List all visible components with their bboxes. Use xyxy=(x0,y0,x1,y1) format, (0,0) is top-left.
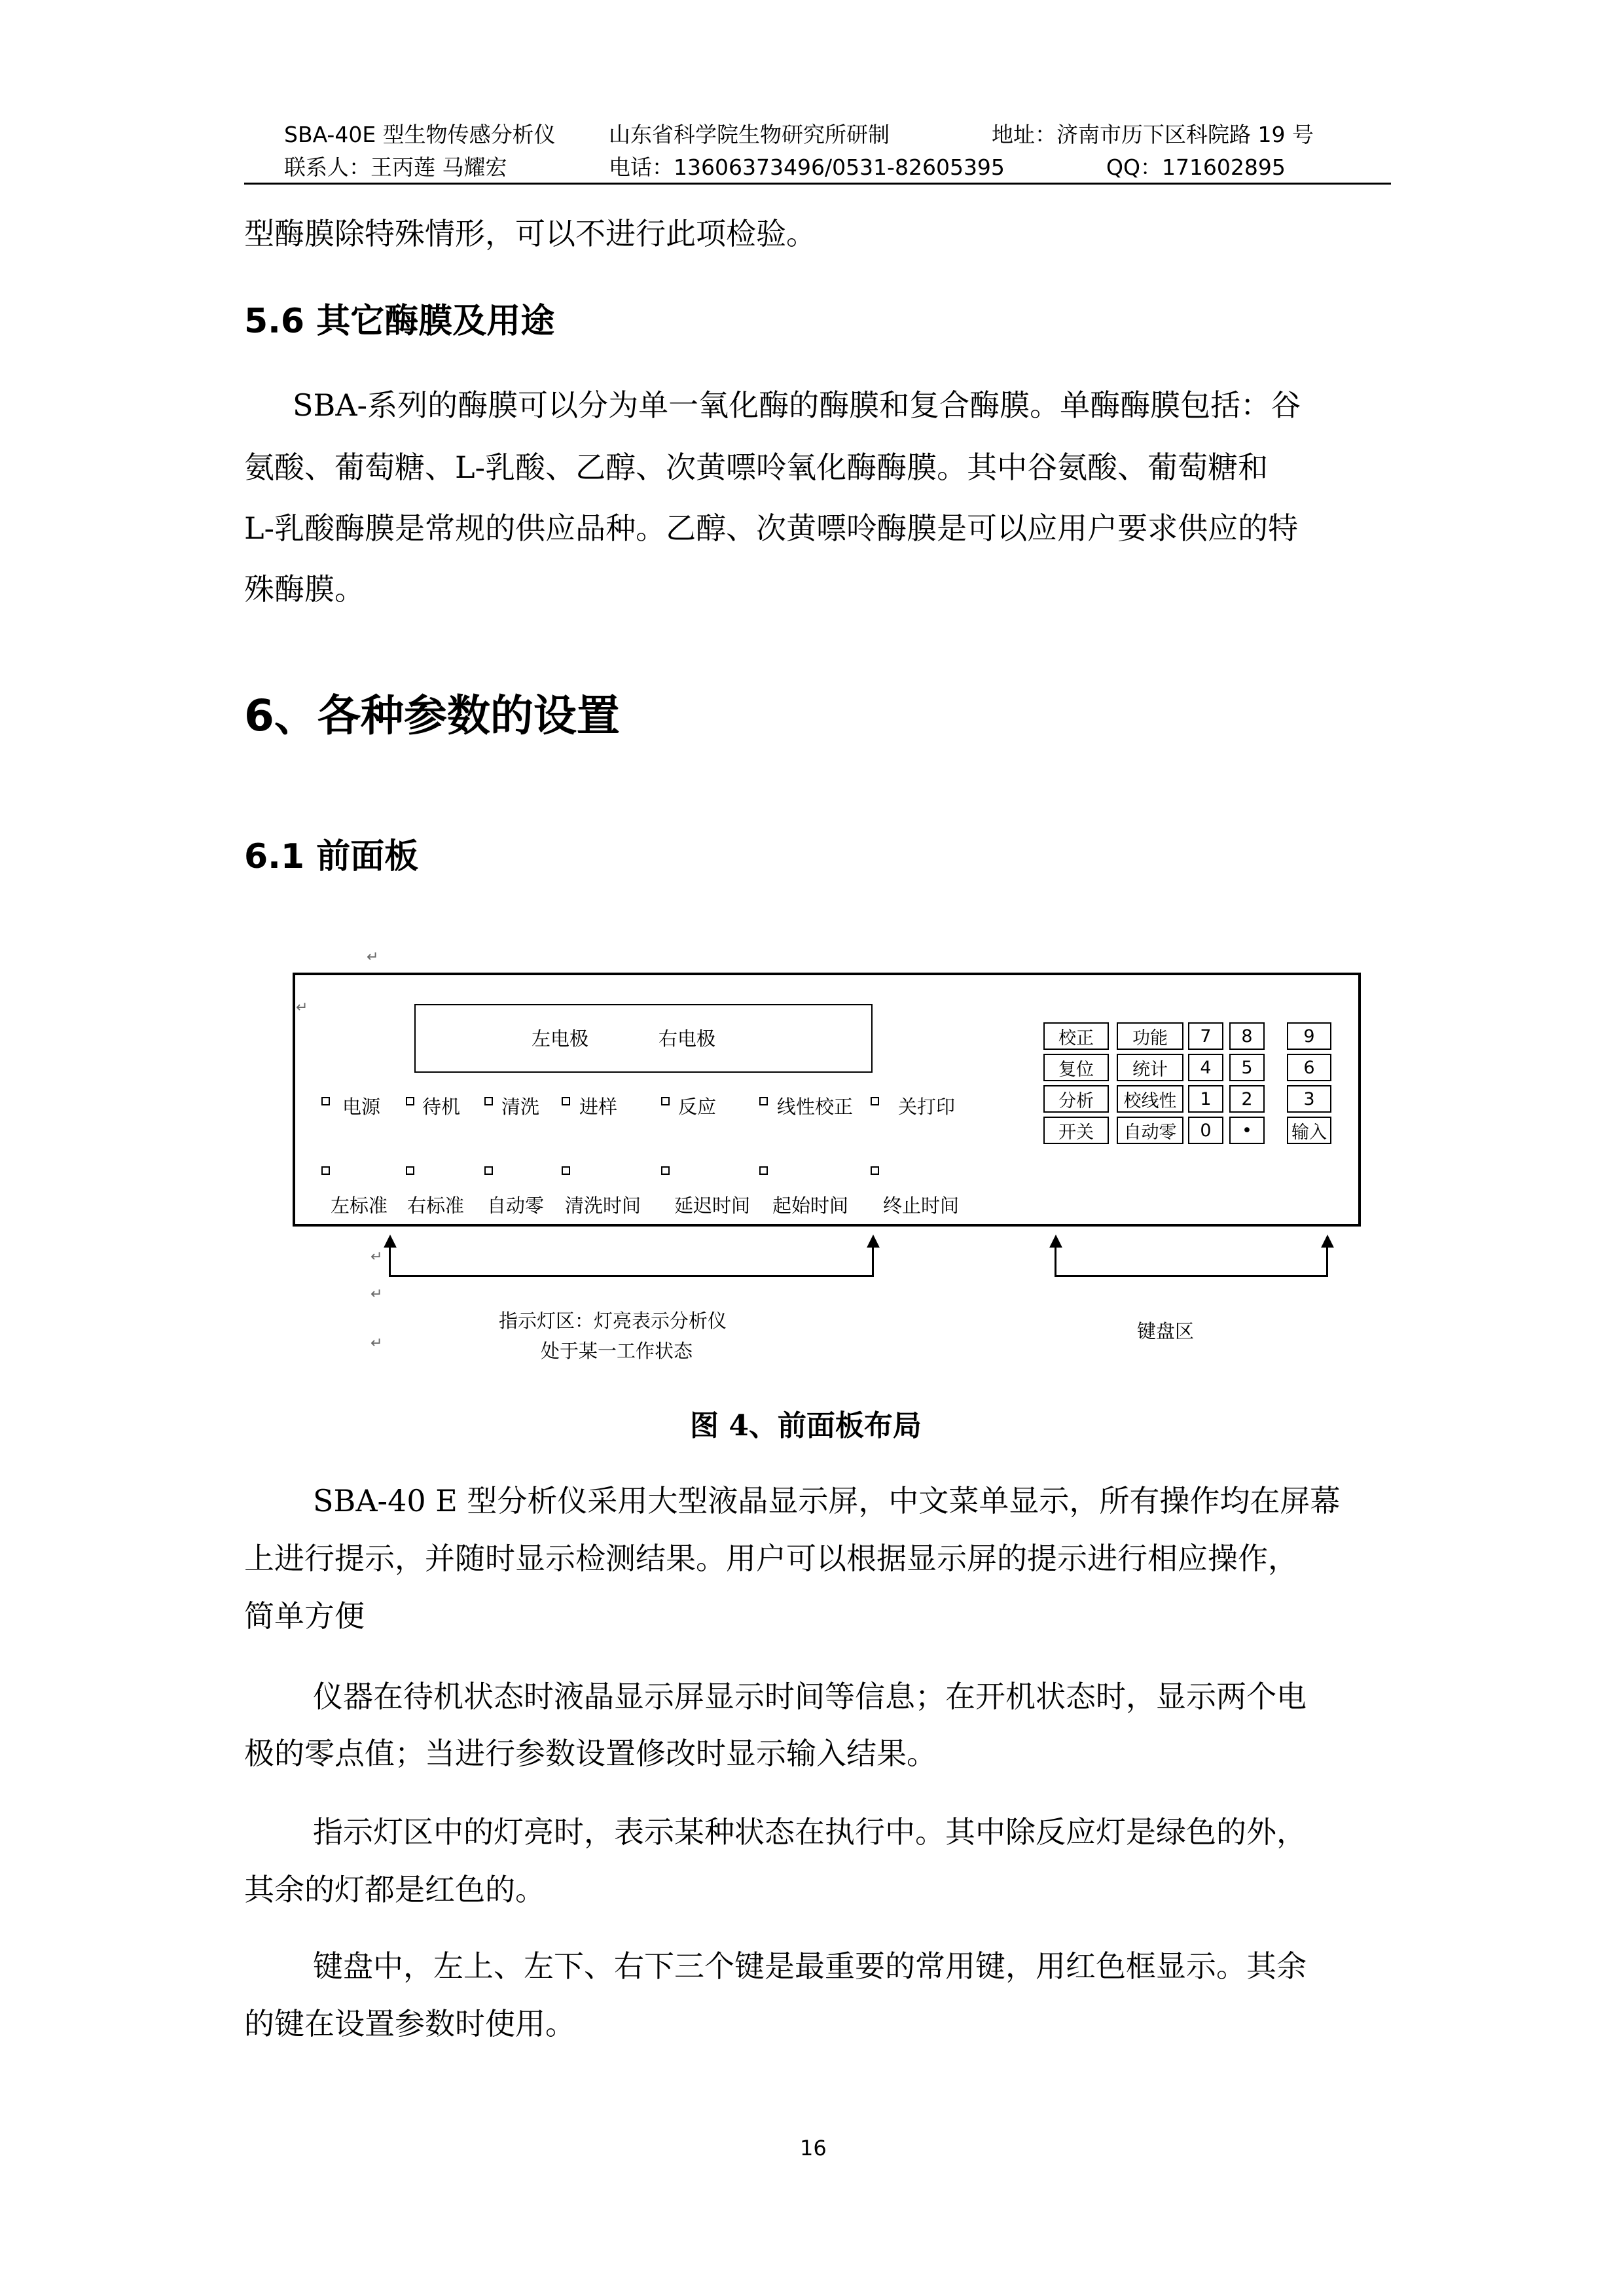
key-3[interactable]: 3 xyxy=(1287,1085,1331,1113)
return-mark: ↵ xyxy=(370,1249,383,1265)
indicator-label: 自动零 xyxy=(487,1194,545,1217)
continued-text: 型酶膜除特殊情形，可以不进行此项检验。 xyxy=(244,216,816,251)
indicator-label: 线性校正 xyxy=(777,1096,854,1118)
paragraph-line: 上进行提示，并随时显示检测结果。用户可以根据显示屏的提示进行相应操作， xyxy=(244,1541,1298,1576)
indicator-light xyxy=(321,1166,330,1175)
indicator-label: 清洗 xyxy=(501,1096,540,1118)
arrow-up-icon: ▲ xyxy=(384,1230,397,1250)
indicator-light xyxy=(871,1166,879,1175)
section-5-6-line: 氨酸、葡萄糖、L-乳酸、乙醇、次黄嘌呤氧化酶酶膜。其中谷氨酸、葡萄糖和 xyxy=(244,450,1269,485)
header-rule xyxy=(244,183,1391,185)
indicator-area-label: 处于某一工作状态 xyxy=(541,1340,693,1362)
indicator-label: 关打印 xyxy=(898,1096,956,1118)
key-2[interactable]: 2 xyxy=(1229,1085,1265,1113)
indicator-light xyxy=(759,1097,768,1105)
paragraph-line: 仪器在待机状态时液晶显示屏显示时间等信息；在开机状态时，显示两个电 xyxy=(313,1679,1307,1714)
indicator-light xyxy=(871,1097,879,1105)
indicator-light xyxy=(406,1166,414,1175)
key-8[interactable]: 8 xyxy=(1229,1022,1265,1050)
return-mark: ↵ xyxy=(370,1286,383,1302)
key-decimal[interactable]: • xyxy=(1229,1117,1265,1144)
section-5-6-line: SBA-系列的酶膜可以分为单一氧化酶的酶膜和复合酶膜。单酶酶膜包括：谷 xyxy=(293,387,1301,423)
indicator-light xyxy=(484,1097,493,1105)
key-4[interactable]: 4 xyxy=(1188,1054,1223,1081)
keyboard-bracket-bottom xyxy=(1055,1275,1328,1277)
arrow-up-icon: ▲ xyxy=(1321,1230,1334,1250)
indicator-label: 右标准 xyxy=(407,1194,465,1217)
return-mark: ↵ xyxy=(296,999,308,1016)
indicator-light xyxy=(484,1166,493,1175)
section-heading-6: 6、各种参数的设置 xyxy=(244,691,620,741)
paragraph-line: 其余的灯都是红色的。 xyxy=(244,1872,545,1907)
indicator-label: 终止时间 xyxy=(883,1194,960,1217)
section-heading-5-6: 5.6 其它酶膜及用途 xyxy=(244,302,555,341)
key-1[interactable]: 1 xyxy=(1188,1085,1223,1113)
key-analyze[interactable]: 分析 xyxy=(1043,1085,1109,1113)
indicator-label: 延迟时间 xyxy=(674,1194,751,1217)
key-function[interactable]: 功能 xyxy=(1117,1022,1183,1050)
lcd-left-electrode: 左电极 xyxy=(532,1028,589,1050)
indicator-label: 进样 xyxy=(579,1096,618,1118)
key-power[interactable]: 开关 xyxy=(1043,1117,1109,1144)
indicator-area-label: 指示灯区：灯亮表示分析仪 xyxy=(499,1310,727,1332)
header-phone: 电话：13606373496/0531-82605395 xyxy=(609,154,1005,180)
arrow-up-icon: ▲ xyxy=(1049,1230,1062,1250)
return-mark: ↵ xyxy=(370,1335,383,1352)
indicator-label: 反应 xyxy=(678,1096,717,1118)
indicator-label: 左标准 xyxy=(331,1194,388,1217)
key-enter[interactable]: 输入 xyxy=(1287,1117,1331,1144)
indicator-bracket-bottom xyxy=(389,1275,874,1277)
header-qq: QQ：171602895 xyxy=(1106,154,1286,180)
key-9[interactable]: 9 xyxy=(1287,1022,1331,1050)
paragraph-line: 键盘中，左上、左下、右下三个键是最重要的常用键，用红色框显示。其余 xyxy=(313,1948,1307,1984)
section-5-6-line: L-乳酸酶膜是常规的供应品种。乙醇、次黄嘌呤酶膜是可以应用户要求供应的特 xyxy=(244,511,1299,546)
lcd-right-electrode: 右电极 xyxy=(659,1028,716,1050)
header-title: SBA-40E 型生物传感分析仪 xyxy=(284,122,556,147)
key-auto-zero[interactable]: 自动零 xyxy=(1117,1117,1183,1144)
indicator-light xyxy=(661,1166,670,1175)
keyboard-area-label: 键盘区 xyxy=(1137,1320,1195,1342)
paragraph-line: 极的零点值；当进行参数设置修改时显示输入结果。 xyxy=(244,1736,937,1771)
key-7[interactable]: 7 xyxy=(1188,1022,1223,1050)
section-heading-6-1: 6.1 前面板 xyxy=(244,837,419,876)
key-6[interactable]: 6 xyxy=(1287,1054,1331,1081)
paragraph-line: 的键在设置参数时使用。 xyxy=(244,2006,575,2041)
indicator-light xyxy=(406,1097,414,1105)
page-number: 16 xyxy=(800,2136,827,2161)
indicator-label: 清洗时间 xyxy=(565,1194,641,1217)
lcd-display xyxy=(414,1004,873,1073)
section-5-6-line: 殊酶膜。 xyxy=(244,571,365,607)
key-reset[interactable]: 复位 xyxy=(1043,1054,1109,1081)
return-mark: ↵ xyxy=(367,949,379,965)
figure-caption: 图 4、前面板布局 xyxy=(690,1409,922,1443)
indicator-light xyxy=(661,1097,670,1105)
header-contact: 联系人：王丙莲 马耀宏 xyxy=(284,154,507,180)
indicator-label: 待机 xyxy=(422,1096,461,1118)
key-0[interactable]: 0 xyxy=(1188,1117,1223,1144)
indicator-light xyxy=(321,1097,330,1105)
key-calibrate[interactable]: 校正 xyxy=(1043,1022,1109,1050)
indicator-light xyxy=(562,1097,570,1105)
indicator-light xyxy=(562,1166,570,1175)
header-institute: 山东省科学院生物研究所研制 xyxy=(609,122,890,147)
indicator-label: 起始时间 xyxy=(772,1194,849,1217)
arrow-up-icon: ▲ xyxy=(867,1230,880,1250)
indicator-light xyxy=(759,1166,768,1175)
key-calibrate-linearity[interactable]: 校线性 xyxy=(1117,1085,1183,1113)
key-5[interactable]: 5 xyxy=(1229,1054,1265,1081)
paragraph-line: 简单方便 xyxy=(244,1598,365,1634)
indicator-label: 电源 xyxy=(342,1096,381,1118)
paragraph-line: 指示灯区中的灯亮时，表示某种状态在执行中。其中除反应灯是绿色的外， xyxy=(313,1814,1307,1850)
key-statistics[interactable]: 统计 xyxy=(1117,1054,1183,1081)
header-address: 地址：济南市历下区科院路 19 号 xyxy=(992,122,1314,147)
paragraph-line: SBA-40 E 型分析仪采用大型液晶显示屏，中文菜单显示，所有操作均在屏幕 xyxy=(313,1483,1341,1518)
